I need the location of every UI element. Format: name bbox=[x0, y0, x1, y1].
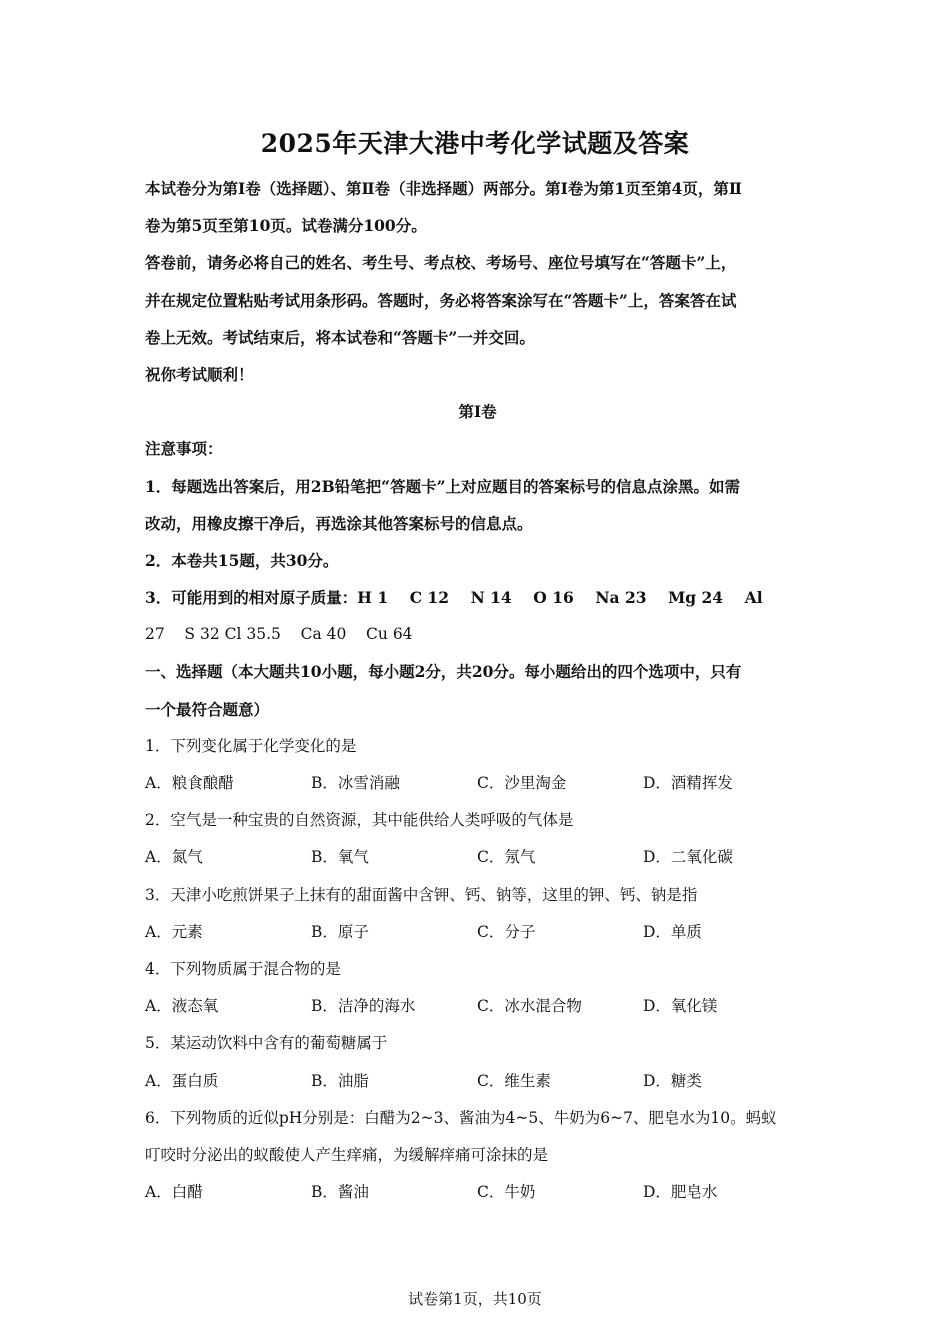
question-stem: 5．某运动饮料中含有的葡萄糖属于 bbox=[145, 1034, 388, 1053]
answer-option: C．沙里淘金 bbox=[477, 774, 567, 792]
intro-line: 并在规定位置粘贴考试用条形码。答题时，务必将答案涂写在“答题卡”上，答案答在试 bbox=[145, 290, 737, 310]
section-heading: 第Ⅰ卷 bbox=[458, 402, 497, 422]
question-item bbox=[145, 951, 810, 1025]
intro-line: 卷上无效。考试结束后，将本试卷和“答题卡”一并交回。 bbox=[145, 327, 535, 347]
question-stem: 1．下列变化属于化学变化的是 bbox=[145, 736, 357, 755]
note-item: 改动，用橡皮擦干净后，再选涂其他答案标号的信息点。 bbox=[145, 513, 533, 533]
answer-option: B．冰雪消融 bbox=[311, 774, 400, 792]
answer-option: A．蛋白质 bbox=[145, 1071, 219, 1090]
answer-option: B．洁净的海水 bbox=[311, 997, 416, 1016]
question-stem: 2．空气是一种宝贵的自然资源，其中能供给人类呼吸的气体是 bbox=[145, 811, 574, 830]
answer-option: D．氧化镁 bbox=[643, 997, 718, 1016]
answer-option: D．单质 bbox=[643, 922, 702, 941]
answer-option: C．氖气 bbox=[477, 848, 536, 867]
good-luck-line: 祝你考试顺利！ bbox=[145, 364, 254, 384]
option-row bbox=[145, 914, 810, 951]
option-row bbox=[145, 839, 810, 876]
option-row bbox=[145, 765, 810, 802]
notes-heading: 注意事项： bbox=[145, 439, 223, 459]
question-item bbox=[145, 1100, 810, 1212]
answer-option: D．酒精挥发 bbox=[643, 774, 733, 792]
answer-option: B．原子 bbox=[311, 922, 369, 941]
question-list bbox=[145, 728, 810, 1211]
question-item bbox=[145, 877, 810, 951]
question-stem: 4．下列物质属于混合物的是 bbox=[145, 959, 341, 978]
answer-option: D．肥皂水 bbox=[643, 1183, 718, 1202]
page-content bbox=[145, 170, 810, 1211]
note-item: 1．每题选出答案后，用2B铅笔把“答题卡”上对应题目的答案标号的信息点涂黑。如需 bbox=[145, 476, 741, 496]
question-stem: 叮咬时分泌出的蚁酸使人产生痒痛，为缓解痒痛可涂抹的是 bbox=[145, 1145, 549, 1164]
option-row bbox=[145, 1063, 810, 1100]
question-stem: 3．天津小吃煎饼果子上抹有的甜面酱中含钾、钙、钠等，这里的钾、钙、钠是指 bbox=[145, 885, 698, 904]
option-row bbox=[145, 1174, 810, 1211]
answer-option: D．糖类 bbox=[643, 1071, 702, 1090]
question-item bbox=[145, 1025, 810, 1099]
part-one-heading: 一个最符合题意） bbox=[145, 699, 270, 719]
answer-option: C．分子 bbox=[477, 922, 536, 941]
answer-option: C．牛奶 bbox=[477, 1183, 536, 1202]
note-atomic-masses: 3．可能用到的相对原子质量：H 1 C 12 N 14 O 16 Na 23 Mg 24 Al bbox=[145, 588, 763, 608]
answer-option: A．氮气 bbox=[145, 848, 203, 867]
intro-line: 本试卷分为第Ⅰ卷（选择题）、第Ⅱ卷（非选择题）两部分。第Ⅰ卷为第1页至第4页，第Ⅱ bbox=[145, 179, 742, 198]
note-item: 2．本卷共15题，共30分。 bbox=[145, 550, 339, 570]
answer-option: C．冰水混合物 bbox=[477, 997, 582, 1016]
answer-option: B．氧气 bbox=[311, 848, 369, 867]
page-title: 2025年天津大港中考化学试题及答案 bbox=[260, 129, 690, 158]
intro-line: 卷为第5页至第10页。试卷满分100分。 bbox=[145, 216, 427, 236]
answer-option: A．液态氧 bbox=[145, 997, 219, 1016]
page-footer: 试卷第1页，共10页 bbox=[408, 1290, 542, 1308]
question-item bbox=[145, 802, 810, 876]
answer-option: A．白醋 bbox=[145, 1183, 203, 1202]
answer-option: A．元素 bbox=[145, 922, 203, 941]
note-atomic-masses-cont: 27 S 32 Cl 35.5 Ca 40 Cu 64 bbox=[145, 625, 413, 644]
intro-line: 答卷前，请务必将自己的姓名、考生号、考点校、考场号、座位号填写在“答题卡”上， bbox=[145, 253, 737, 273]
answer-option: B．酱油 bbox=[311, 1183, 369, 1202]
option-row bbox=[145, 988, 810, 1025]
question-item bbox=[145, 728, 810, 802]
question-stem: 6．下列物质的近似pH分别是：白醋为2~3、酱油为4~5、牛奶为6~7、肥皂水为10。蚂蚁 bbox=[145, 1108, 777, 1127]
part-one-heading: 一、选择题（本大题共10小题，每小题2分，共20分。每小题给出的四个选项中，只有 bbox=[145, 662, 742, 682]
answer-option: D．二氧化碳 bbox=[643, 848, 733, 867]
answer-option: C．维生素 bbox=[477, 1071, 551, 1090]
answer-option: A．粮食酿醋 bbox=[145, 774, 234, 792]
answer-option: B．油脂 bbox=[311, 1071, 369, 1090]
